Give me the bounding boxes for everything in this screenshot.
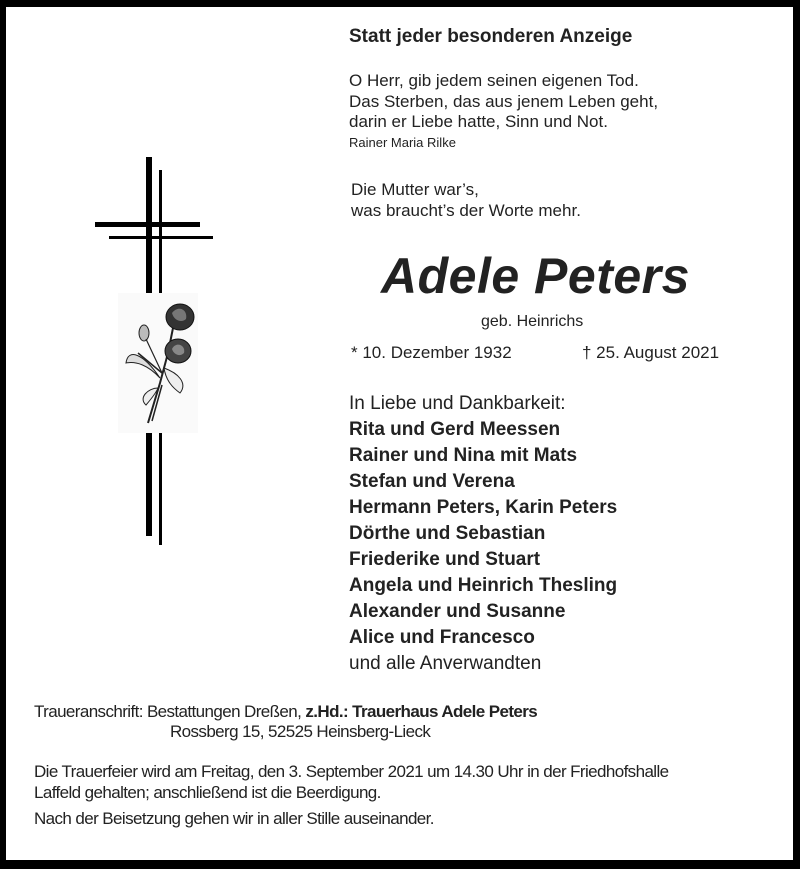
address-label: Traueranschrift:: [34, 702, 143, 721]
poem: [349, 71, 658, 133]
poem-line: O Herr, gib jedem seinen eigenen Tod.: [349, 71, 639, 90]
mourner-entry: Rita und Gerd Meessen: [349, 419, 561, 440]
address-attention: z.Hd.: Trauerhaus Adele Peters: [305, 702, 538, 721]
notice-header: Statt jeder besonderen Anzeige: [349, 26, 633, 47]
poem-line: Das Sterben, das aus jenem Leben geht,: [349, 91, 659, 111]
address-street: Rossberg 15, 52525 Heinsberg-Lieck: [170, 722, 431, 741]
address-company: Bestattungen Dreßen,: [146, 702, 302, 721]
poem-author: Rainer Maria Rilke: [349, 135, 456, 150]
mourner-entry: Alice und Francesco: [349, 627, 535, 648]
ceremony-line: Die Trauerfeier wird am Freitag, den 3. September 2021 um 14.30 Uhr in der Friedhofshalle: [34, 762, 669, 781]
mourner-entry: Angela und Heinrich Thesling: [349, 575, 618, 596]
death-date: † 25. August 2021: [582, 343, 720, 362]
quote-line: Die Mutter war’s,: [351, 180, 479, 199]
mourner-entry: Hermann Peters, Karin Peters: [349, 497, 618, 518]
mourners-list: [349, 391, 617, 677]
mourner-entry: Alexander und Susanne: [349, 601, 566, 622]
mourner-entry: Rainer und Nina mit Mats: [349, 445, 578, 466]
roses-icon: [118, 293, 198, 433]
ceremony-info: [34, 761, 669, 803]
quote: [351, 179, 581, 221]
ceremony-line: Laffeld gehalten; anschließend ist die Beerdigung.: [34, 783, 381, 802]
mourners-closing: und alle Anverwandten: [349, 653, 542, 674]
obituary-notice: [6, 7, 793, 860]
mourners-intro: In Liebe und Dankbarkeit:: [349, 393, 566, 414]
mourner-entry: Dörthe und Sebastian: [349, 523, 546, 544]
mourner-entry: Friederike und Stuart: [349, 549, 541, 570]
deceased-name: Adele Peters: [381, 248, 690, 304]
quote-line: was braucht’s der Worte mehr.: [351, 201, 581, 220]
burial-note: Nach der Beisetzung gehen wir in aller Stille auseinander.: [34, 809, 434, 828]
mourning-address: [34, 702, 537, 722]
poem-line: darin er Liebe hatte, Sinn und Not.: [349, 112, 608, 131]
maiden-name: geb. Heinrichs: [481, 313, 584, 330]
mourner-entry: Stefan und Verena: [349, 471, 515, 492]
birth-date: * 10. Dezember 1932: [351, 343, 512, 362]
